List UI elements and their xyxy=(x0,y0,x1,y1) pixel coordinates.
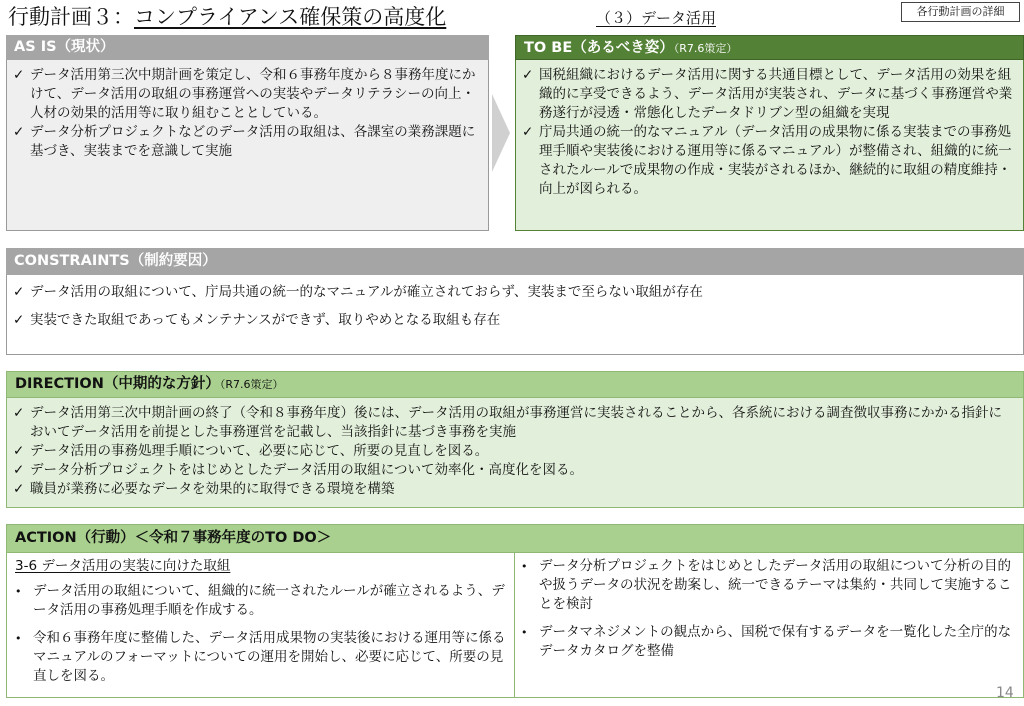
direction-box xyxy=(6,398,1024,508)
constraints-box xyxy=(6,275,1024,355)
action-left-item: • データ活用の取組について、組織的に統一されたルールが確立されるよう、データ活用の事務処理手順を作成する。 xyxy=(15,583,505,618)
action-right-item: • データ分析プロジェクトをはじめとしたデータ活用の取組について分析の目的や扱うデータの状況を勘案し、統一できるテーマは集約・共同して実施することを検討 xyxy=(521,558,1012,612)
bullet-icon: • xyxy=(521,626,528,639)
page-subtitle: （３）データ活用 xyxy=(596,9,717,27)
check-icon: ✓ xyxy=(13,284,25,300)
as-is-box xyxy=(6,60,489,231)
check-icon: ✓ xyxy=(13,462,25,478)
action-right-box xyxy=(515,553,1024,698)
title-main: コンプライアンス確保策の高度化 xyxy=(134,5,447,29)
as-is-item: ✓ データ分析プロジェクトなどのデータ活用の取組は、各課室の業務課題に基づき、実装までを意識して実施 xyxy=(13,124,476,159)
as-is-title: AS IS（現状） xyxy=(14,39,115,55)
direction-note: （R7.6策定） xyxy=(219,378,284,391)
as-is-header xyxy=(6,35,489,60)
check-icon: ✓ xyxy=(522,67,534,83)
direction-item: ✓ データ分析プロジェクトをはじめとしたデータ活用の取組について効率化・高度化を図る。 xyxy=(13,462,583,478)
action-header xyxy=(6,524,1024,553)
check-icon: ✓ xyxy=(13,67,25,83)
constraints-item: ✓ データ活用の取組について、庁局共通の統一的なマニュアルが確立されておらず、実装まで至らない取組が存在 xyxy=(13,284,703,300)
to-be-header xyxy=(515,35,1024,60)
constraints-header xyxy=(6,248,1024,275)
direction-item: ✓ データ活用の事務処理手順について、必要に応じて、所要の見直しを図る。 xyxy=(13,443,489,459)
action-left-box xyxy=(6,553,515,698)
to-be-note: （R7.6策定） xyxy=(673,42,738,55)
page-title xyxy=(8,2,446,32)
bullet-icon: • xyxy=(15,585,22,598)
to-be-box xyxy=(515,60,1024,231)
detail-label: 各行動計画の詳細 xyxy=(901,2,1020,22)
action-left-item: • 令和６事務年度に整備した、データ活用成果物の実装後における運用等に係るマニュアルのフォーマットについての運用を開始し、必要に応じて、所要の見直しを図る。 xyxy=(15,630,506,684)
constraints-title: CONSTRAINTS（制約要因） xyxy=(14,253,217,269)
direction-title: DIRECTION（中期的な方針） xyxy=(15,376,220,392)
direction-item: ✓ データ活用第三次中期計画の終了（令和８事務年度）後には、データ活用の取組が事務運営に実装されることから、各系統における調査徴収事務にかかる指針においてデータ活用を前提とした事務運営を記載し、当該指針に基づき事務を実施 xyxy=(13,405,1002,440)
title-prefix: 行動計画３： xyxy=(8,5,134,29)
check-icon: ✓ xyxy=(522,124,534,140)
chevron-right-icon xyxy=(492,94,510,172)
check-icon: ✓ xyxy=(13,312,25,328)
bullet-icon: • xyxy=(15,632,22,645)
to-be-item: ✓ 庁局共通の統一的なマニュアル（データ活用の成果物に係る実装までの事務処理手順や実装後における運用等に係るマニュアル）が整備され、組織的に統一されたルールで成果物の作成・実装がされるほか、継続的に取組の精度維持・向上が図られる。 xyxy=(522,124,1012,197)
action-right-item: • データマネジメントの観点から、国税で保有するデータを一覧化した全庁的なデータカタログを整備 xyxy=(521,624,1012,659)
check-icon: ✓ xyxy=(13,443,25,459)
direction-header xyxy=(6,371,1024,398)
constraints-item: ✓ 実装できた取組であってもメンテナンスができず、取りやめとなる取組も存在 xyxy=(13,312,501,328)
action-title: ACTION（行動）＜令和７事務年度のTO DO＞ xyxy=(15,530,332,546)
action-left-heading: 3-6 データ活用の実装に向けた取組 xyxy=(15,558,231,574)
to-be-item: ✓ 国税組織におけるデータ活用に関する共通目標として、データ活用の効果を組織的に享受できるよう、データ活用が実装され、データに基づく事務運営や業務遂行が浸透・常態化したデータドリブン型の組織を実現 xyxy=(522,67,1013,121)
bullet-icon: • xyxy=(521,560,528,573)
check-icon: ✓ xyxy=(13,481,25,497)
as-is-item: ✓ データ活用第三次中期計画を策定し、令和６事務年度から８事務年度にかけて、データ活用の取組の事務運営への実装やデータリテラシーの向上・人材の効果的活用等に取り組むこととしている。 xyxy=(13,67,476,121)
page-number: 14 xyxy=(996,685,1014,701)
check-icon: ✓ xyxy=(13,124,25,140)
check-icon: ✓ xyxy=(13,405,25,421)
direction-item: ✓ 職員が業務に必要なデータを効果的に取得できる環境を構築 xyxy=(13,481,395,497)
to-be-title: TO BE（あるべき姿） xyxy=(524,40,674,56)
